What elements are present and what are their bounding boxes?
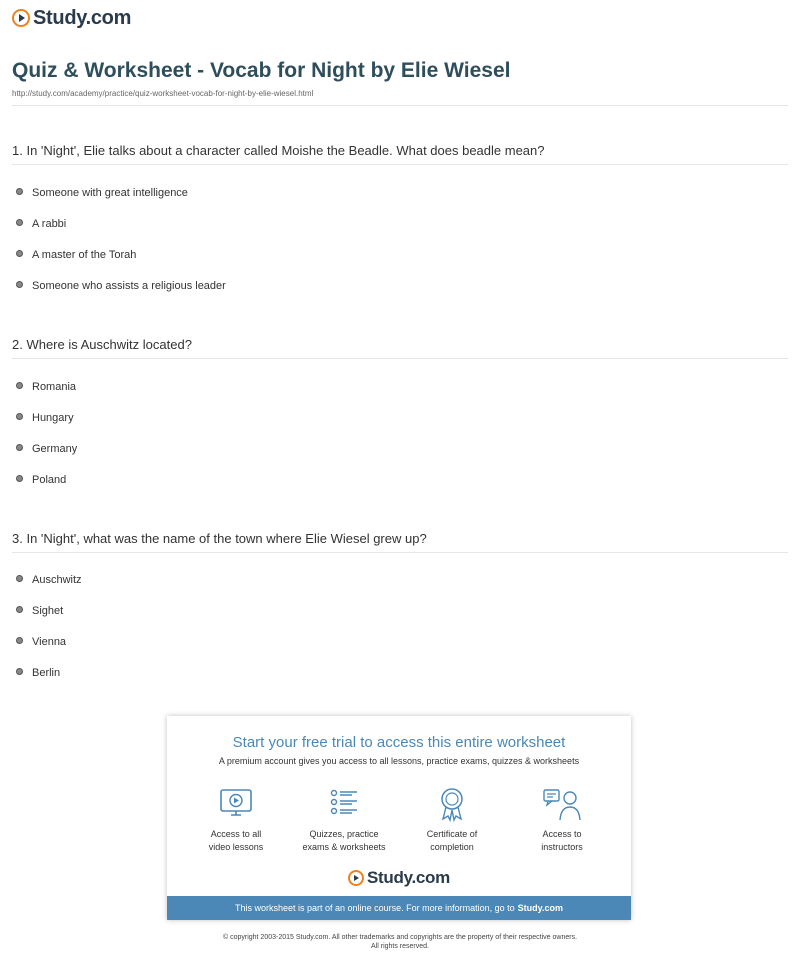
radio-icon[interactable] [16, 250, 23, 257]
footer [0, 933, 800, 951]
option-label: A rabbi [32, 218, 67, 230]
question-2: 2. Where is Auschwitz located? [12, 337, 192, 352]
promo-info-bar [167, 896, 631, 920]
feature-label: Quizzes, practice exams & worksheets [302, 829, 386, 852]
option-label: Germany [32, 443, 78, 455]
radio-icon[interactable] [16, 668, 23, 675]
divider [12, 552, 788, 553]
page-title: Quiz & Worksheet - Vocab for Night by Elie Wiesel [12, 59, 511, 82]
divider [12, 164, 788, 165]
study-link[interactable]: Study.com [517, 903, 563, 913]
answer-option[interactable] [16, 186, 188, 200]
answer-option[interactable] [16, 635, 66, 649]
answer-option[interactable] [16, 473, 66, 487]
option-label: Someone who assists a religious leader [32, 280, 226, 292]
radio-icon[interactable] [16, 606, 23, 613]
feature-label: Access to instructors [541, 829, 583, 852]
quiz-list-icon [326, 786, 362, 822]
logo-text: Study.com [33, 6, 132, 29]
video-lesson-icon [218, 786, 254, 822]
divider [12, 358, 788, 359]
rights-text: All rights reserved. [371, 943, 429, 950]
answer-option[interactable] [16, 411, 74, 425]
feature-label: Access to all video lessons [208, 829, 264, 852]
radio-icon[interactable] [16, 475, 23, 482]
question-1: 1. In 'Night', Elie talks about a character called Moishe the Beadle. What does beadle mean? [12, 143, 545, 158]
answer-option[interactable] [16, 217, 66, 231]
feature-video-lessons [181, 786, 291, 854]
logo-text: Study.com [367, 868, 450, 887]
option-label: Hungary [32, 412, 74, 424]
answer-option[interactable] [16, 279, 226, 293]
certificate-icon [434, 786, 470, 822]
radio-icon[interactable] [16, 413, 23, 420]
radio-icon[interactable] [16, 444, 23, 451]
radio-icon[interactable] [16, 575, 23, 582]
option-label: Poland [32, 474, 67, 486]
radio-icon[interactable] [16, 188, 23, 195]
answer-option[interactable] [16, 442, 77, 456]
radio-icon[interactable] [16, 281, 23, 288]
promo-title: Start your free trial to access this entire worksheet [232, 734, 566, 751]
feature-quizzes [289, 786, 399, 854]
radio-icon[interactable] [16, 219, 23, 226]
premium-promo-box [167, 716, 631, 920]
answer-option[interactable] [16, 248, 136, 262]
page-url: http://study.com/academy/practice/quiz-worksheet-vocab-for-night-by-elie-wiesel.html [12, 89, 314, 98]
feature-instructors [507, 786, 617, 854]
option-label: Vienna [32, 636, 67, 648]
promo-subtitle: A premium account gives you access to all lessons, practice exams, quizzes & worksheets [218, 756, 580, 766]
option-label: Romania [32, 381, 77, 393]
copyright-text: © copyright 2003-2015 Study.com. All other trademarks and copyrights are the property of their respective owners. [222, 934, 578, 941]
option-label: Auschwitz [32, 574, 82, 586]
option-label: Someone with great intelligence [32, 187, 188, 199]
feature-label: Certificate of completion [426, 829, 478, 852]
feature-certificate [397, 786, 507, 854]
promo-study-logo[interactable] [167, 868, 631, 888]
option-label: Sighet [32, 605, 64, 617]
option-label: Berlin [32, 667, 61, 679]
promo-bar-text: This worksheet is part of an online course. For more information, go to [235, 903, 515, 913]
radio-icon[interactable] [16, 637, 23, 644]
play-circle-icon [12, 9, 30, 27]
answer-option[interactable] [16, 604, 63, 618]
study-logo[interactable] [12, 6, 131, 30]
play-circle-icon [348, 870, 364, 886]
answer-option[interactable] [16, 380, 76, 394]
radio-icon[interactable] [16, 382, 23, 389]
instructor-icon [542, 786, 582, 822]
question-3: 3. In 'Night', what was the name of the town where Elie Wiesel grew up? [12, 531, 427, 546]
option-label: A master of the Torah [32, 249, 137, 261]
answer-option[interactable] [16, 573, 82, 587]
divider [12, 105, 788, 106]
answer-option[interactable] [16, 666, 60, 680]
